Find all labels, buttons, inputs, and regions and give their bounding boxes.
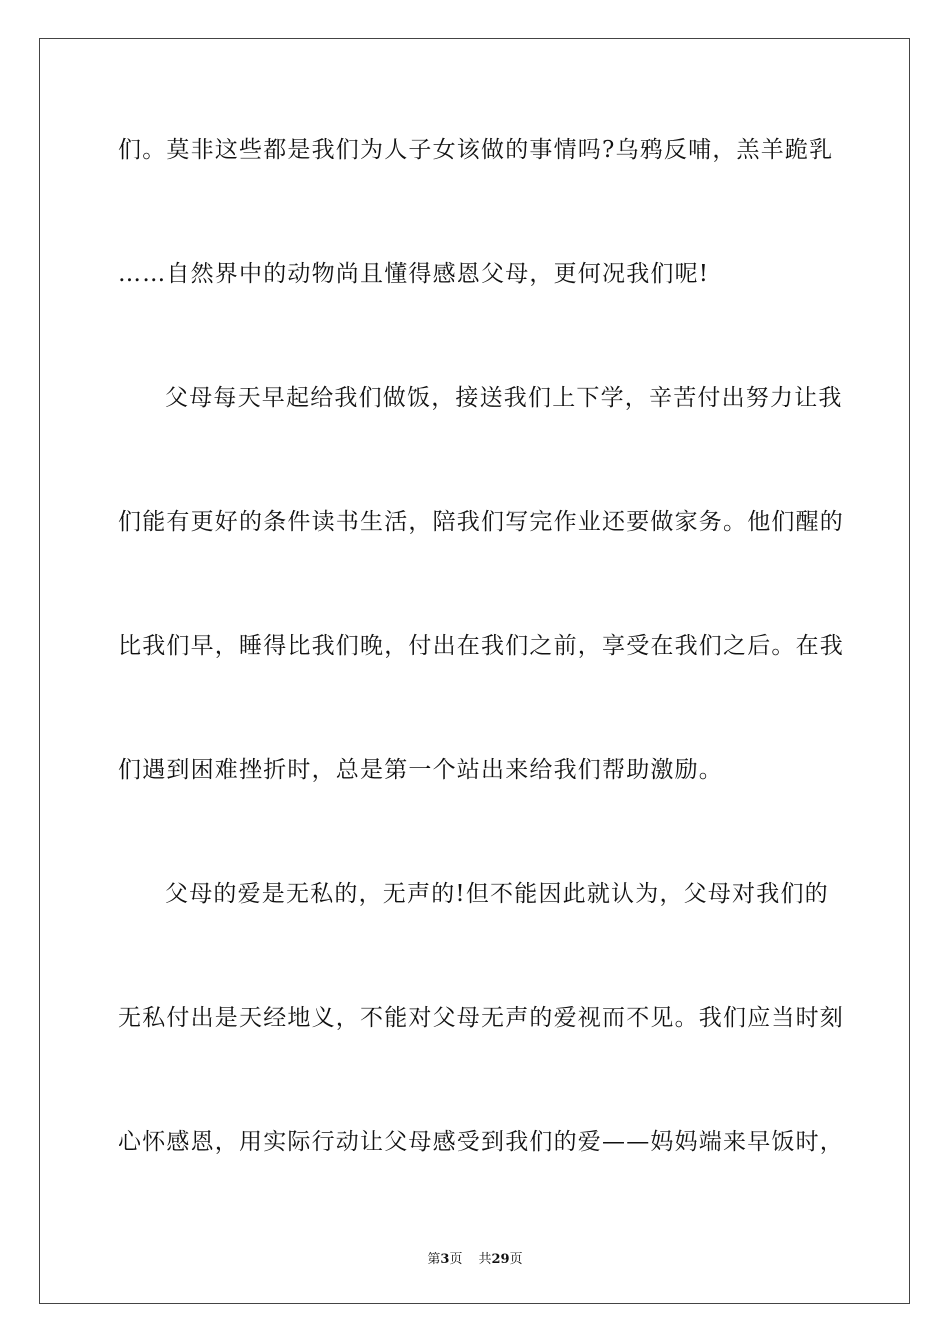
paragraph-start-line: 父母的爱是无私的，无声的!但不能因此就认为，父母对我们的 bbox=[165, 881, 829, 907]
text-line: 无私付出是天经地义，不能对父母无声的爱视而不见。我们应当时刻 bbox=[118, 1005, 844, 1031]
text-line: 们能有更好的条件读书生活，陪我们写完作业还要做家务。他们醒的 bbox=[118, 509, 844, 535]
page-number: 3 bbox=[440, 1252, 450, 1267]
total-suffix: 页 bbox=[509, 1252, 523, 1267]
total-prefix: 共 bbox=[478, 1252, 492, 1267]
text-line: 比我们早，睡得比我们晚，付出在我们之前，享受在我们之后。在我 bbox=[118, 633, 844, 659]
total-pages: 29 bbox=[491, 1252, 510, 1267]
text-line: 们遇到困难挫折时，总是第一个站出来给我们帮助激励。 bbox=[118, 757, 723, 783]
text-line: 们。莫非这些都是我们为人子女该做的事情吗?乌鸦反哺，羔羊跪乳 bbox=[118, 137, 834, 163]
page-footer bbox=[0, 1248, 950, 1267]
text-line: ……自然界中的动物尚且懂得感恩父母，更何况我们呢! bbox=[118, 261, 710, 287]
page-border bbox=[39, 38, 910, 1304]
paragraph-start-line: 父母每天早起给我们做饭，接送我们上下学，辛苦付出努力让我 bbox=[165, 385, 843, 411]
page-prefix: 第 bbox=[427, 1252, 441, 1267]
text-line: 心怀感恩，用实际行动让父母感受到我们的爱——妈妈端来早饭时， bbox=[118, 1129, 844, 1155]
page-suffix: 页 bbox=[449, 1252, 463, 1267]
